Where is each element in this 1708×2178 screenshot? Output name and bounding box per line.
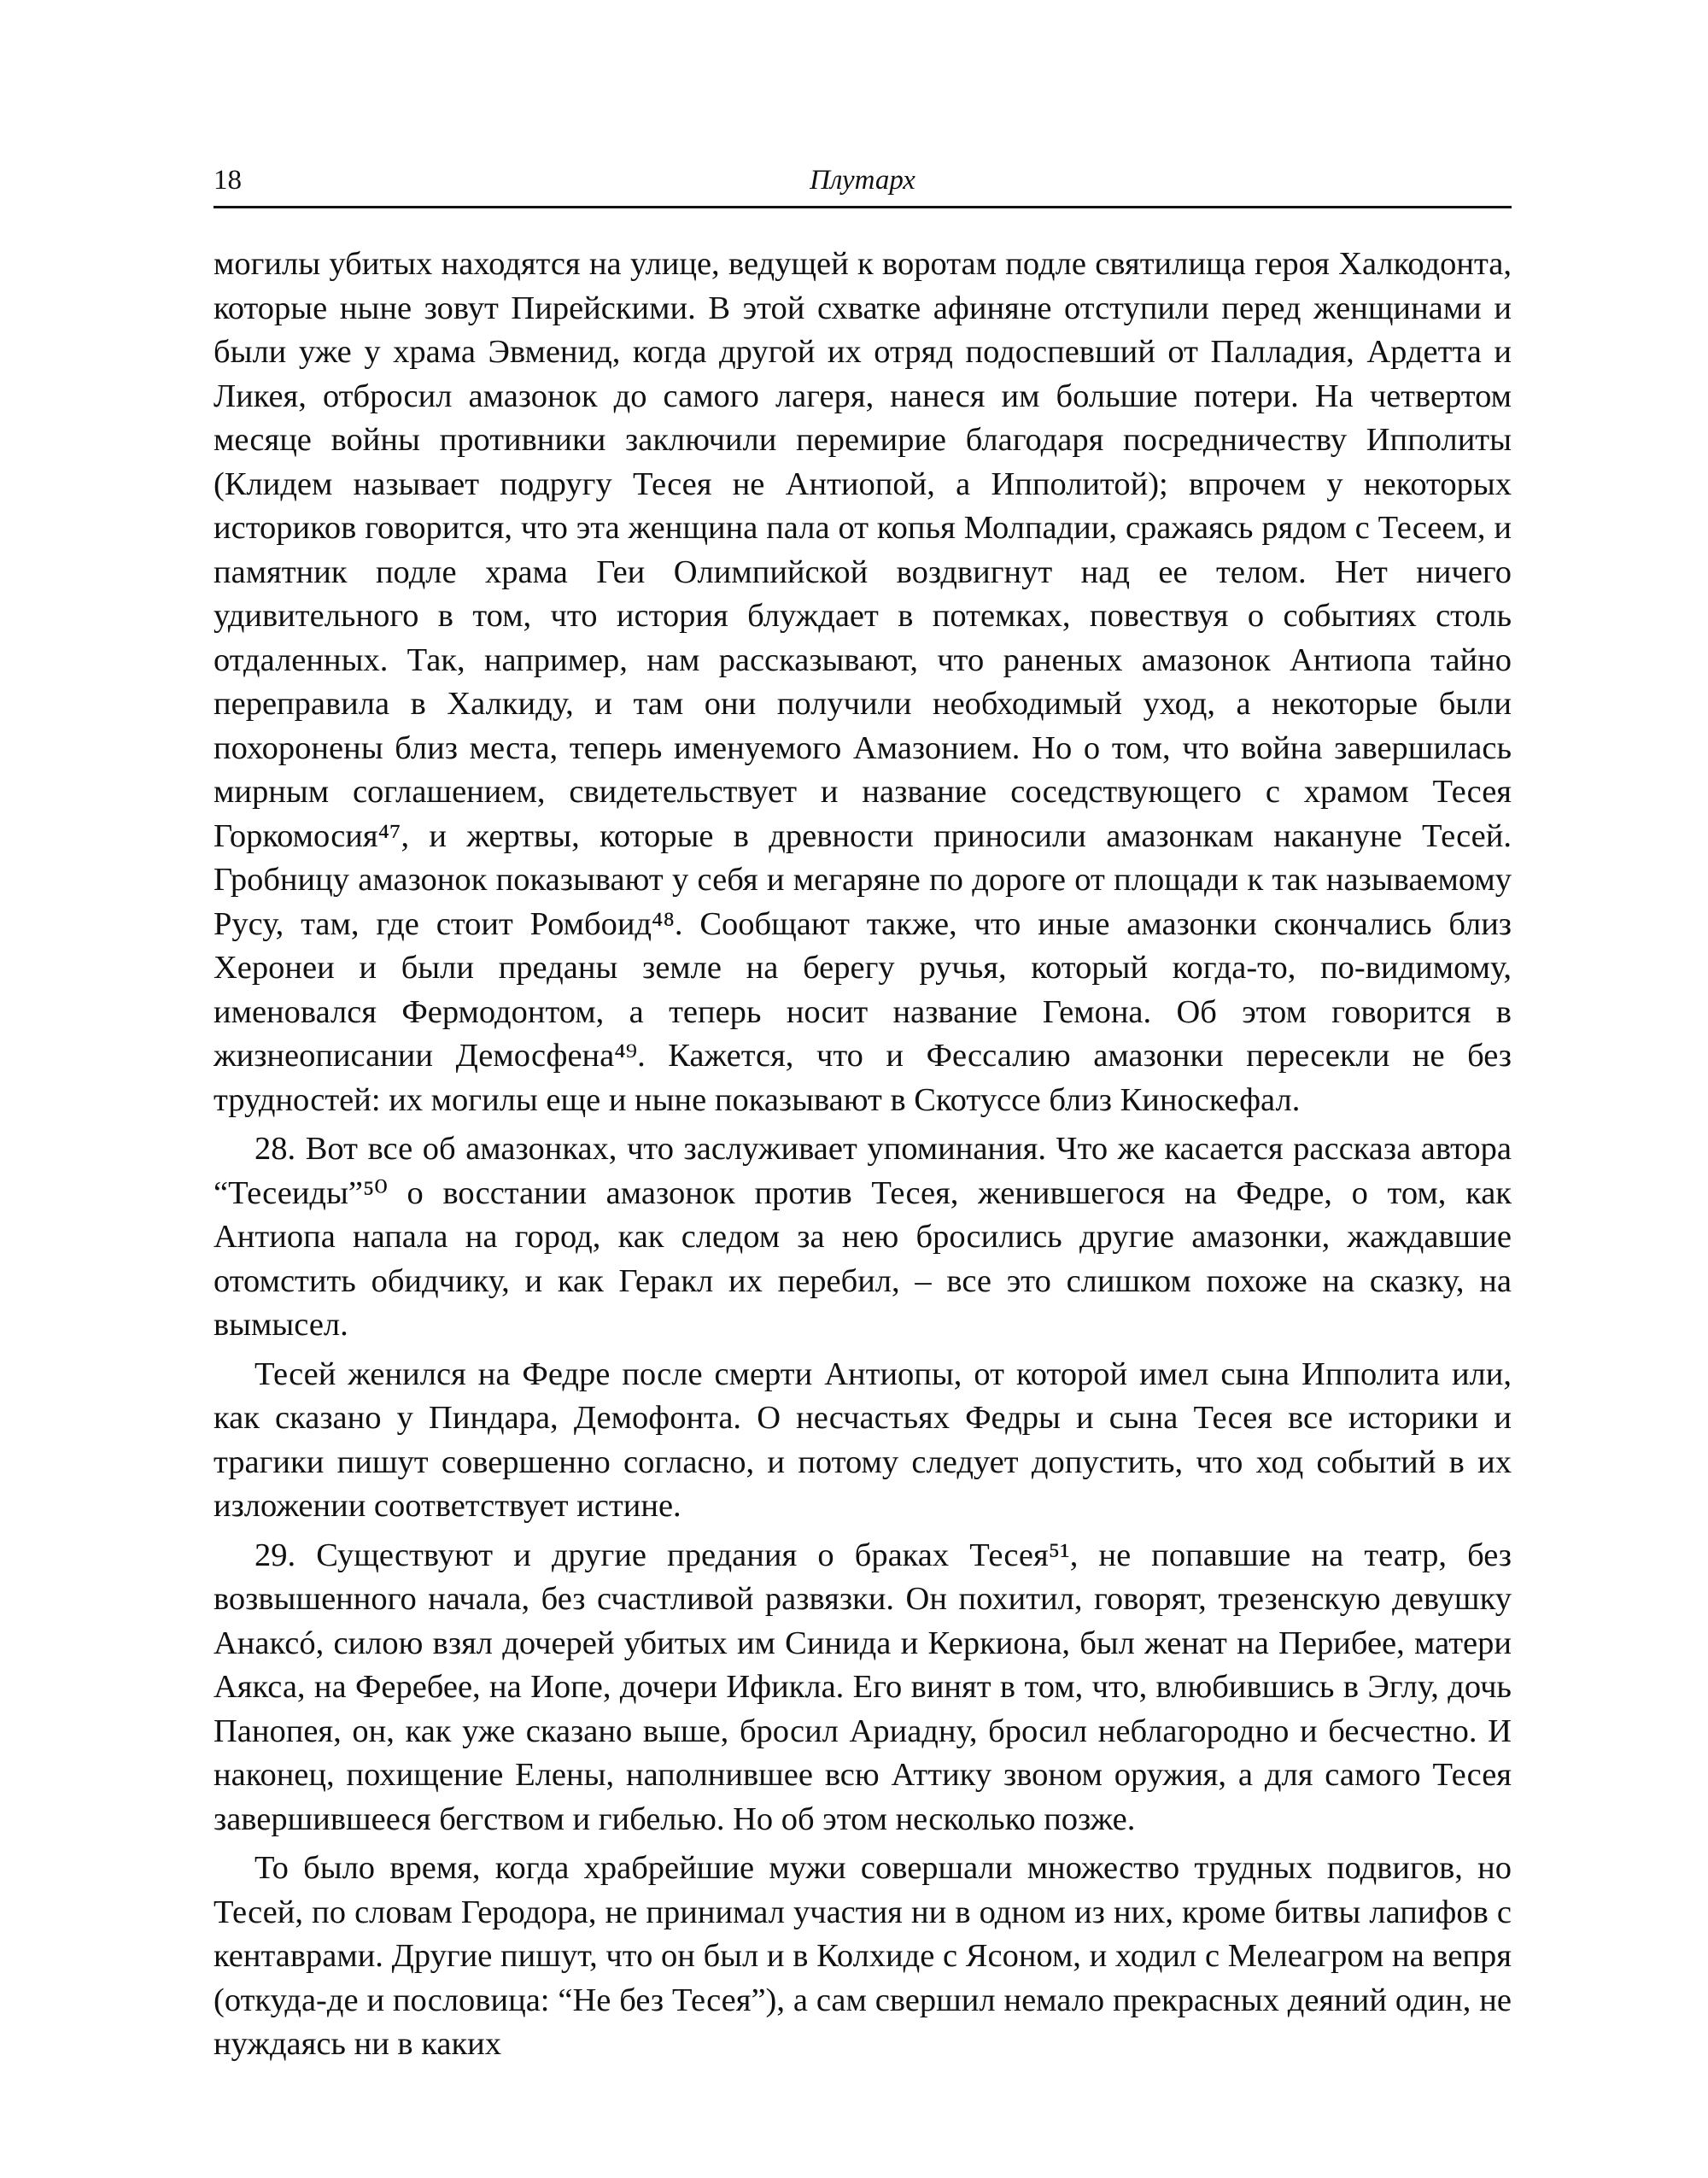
paragraph-phaedra: Тесей женился на Федре после смерти Антиопы, от которой имел сына Ипполита или, как сказано у Пиндара, Демофонта. О несчастьях Федры и сына Тесея все историки и трагики пишут совершенно согласно, и потому следует допустить, что ход событий в их изложении соответствует истине. [214,1355,1512,1524]
header-rule [214,206,1512,208]
body-text [214,243,1512,2067]
paragraph-continuation: могилы убитых находятся на улице, ведущей к воротам подле святилища героя Халкодонта, которые ныне зовут Пирейскими. В этой схватке афиняне отступили перед женщинами и были уже у храма Эвменид, когда другой их отряд подоспевший от Палладия, Ардетта и Ликея, отбросил амазонок до самого лагеря, нанеся им большие потери. На четвертом месяце войны противники заключили перемирие благодаря посредничеству Ипполиты (Клидем называет подругу Тесея не Антиопой, а Ипполитой); впрочем у некоторых историков говорится, что эта женщина пала от копья Молпадии, сражаясь рядом с Тесеем, и памятник подле храма Геи Олимпийской воздвигнут над ее телом. Нет ничего удивительного в том, что история блуждает в потемках, повествуя о событиях столь отдаленных. Так, например, нам рассказывают, что раненых амазонок Антиопа тайно переправила в Халкиду, и там они получили необходимый уход, а некоторые были похоронены близ места, теперь именуемого Амазонием. Но о том, что война завершилась мирным соглашением, свидетельствует и название соседствующего с храмом Тесея Горкомосия⁴⁷, и жертвы, которые в древности приносили амазонкам накануне Тесей. Гробницу амазонок показывают у себя и мегаряне по дороге от площади к так называемому Русу, там, где стоит Ромбоид⁴⁸. Сообщают также, что иные амазонки скончались близ Херонеи и были преданы земле на берегу ручья, который когда-то, по-видимому, именовался Фермодонтом, а теперь носит название Гемона. Об этом говорится в жизнеописании Демосфена⁴⁹. Кажется, что и Фессалию амазонки пересекли не без трудностей: их могилы еще и ныне показывают в Скотуссе близ Киноскефал. [214,246,1512,1118]
paragraph-heroic-age: То было время, когда храбрейшие мужи совершали множество трудных подвигов, но Тесей, по словам Геродора, не принимал участия ни в одном из них, кроме битвы лапифов с кентаврами. Другие пишут, что он был и в Колхиде с Ясоном, и ходил с Мелеагром на вепря (откуда-де и пословица: “Не без Тесея”), а сам свершил немало прекрасных деяний один, не нуждаясь ни в каких [214,1850,1512,2062]
page-header [214,158,1512,206]
paragraph-section-29: 29. Существуют и другие предания о браках Тесея⁵¹, не попавшие на театр, без возвышенного начала, без счастливой развязки. Он похитил, говорят, трезенскую девушку Анаксó, силою взял дочерей убитых им Синида и Керкиона, был женат на Перибее, матери Аякса, на Феребее, на Иопе, дочери Ификла. Его винят в том, что, влюбившись в Эглу, дочь Панопея, он, как уже сказано выше, бросил Ариадну, бросил неблагородно и бесчестно. И наконец, похищение Елены, наполнившее всю Аттику звоном оружия, а для самого Тесея завершившееся бегством и гибелью. Но об этом несколько позже. [214,1537,1512,1837]
paragraph-section-28: 28. Вот все об амазонках, что заслуживает упоминания. Что же касается рассказа автора “Тесеиды”⁵⁰ о восстании амазонок против Тесея, женившегося на Федре, о том, как Антиопа напала на город, как следом за нею бросились другие амазонки, жаждавшие отомстить обидчику, и как Геракл их перебил, – все это слишком похоже на сказку, на вымысел. [214,1131,1512,1343]
page-number: 18 [214,165,242,196]
book-page [214,158,1512,2072]
running-title: Плутарх [810,165,915,196]
